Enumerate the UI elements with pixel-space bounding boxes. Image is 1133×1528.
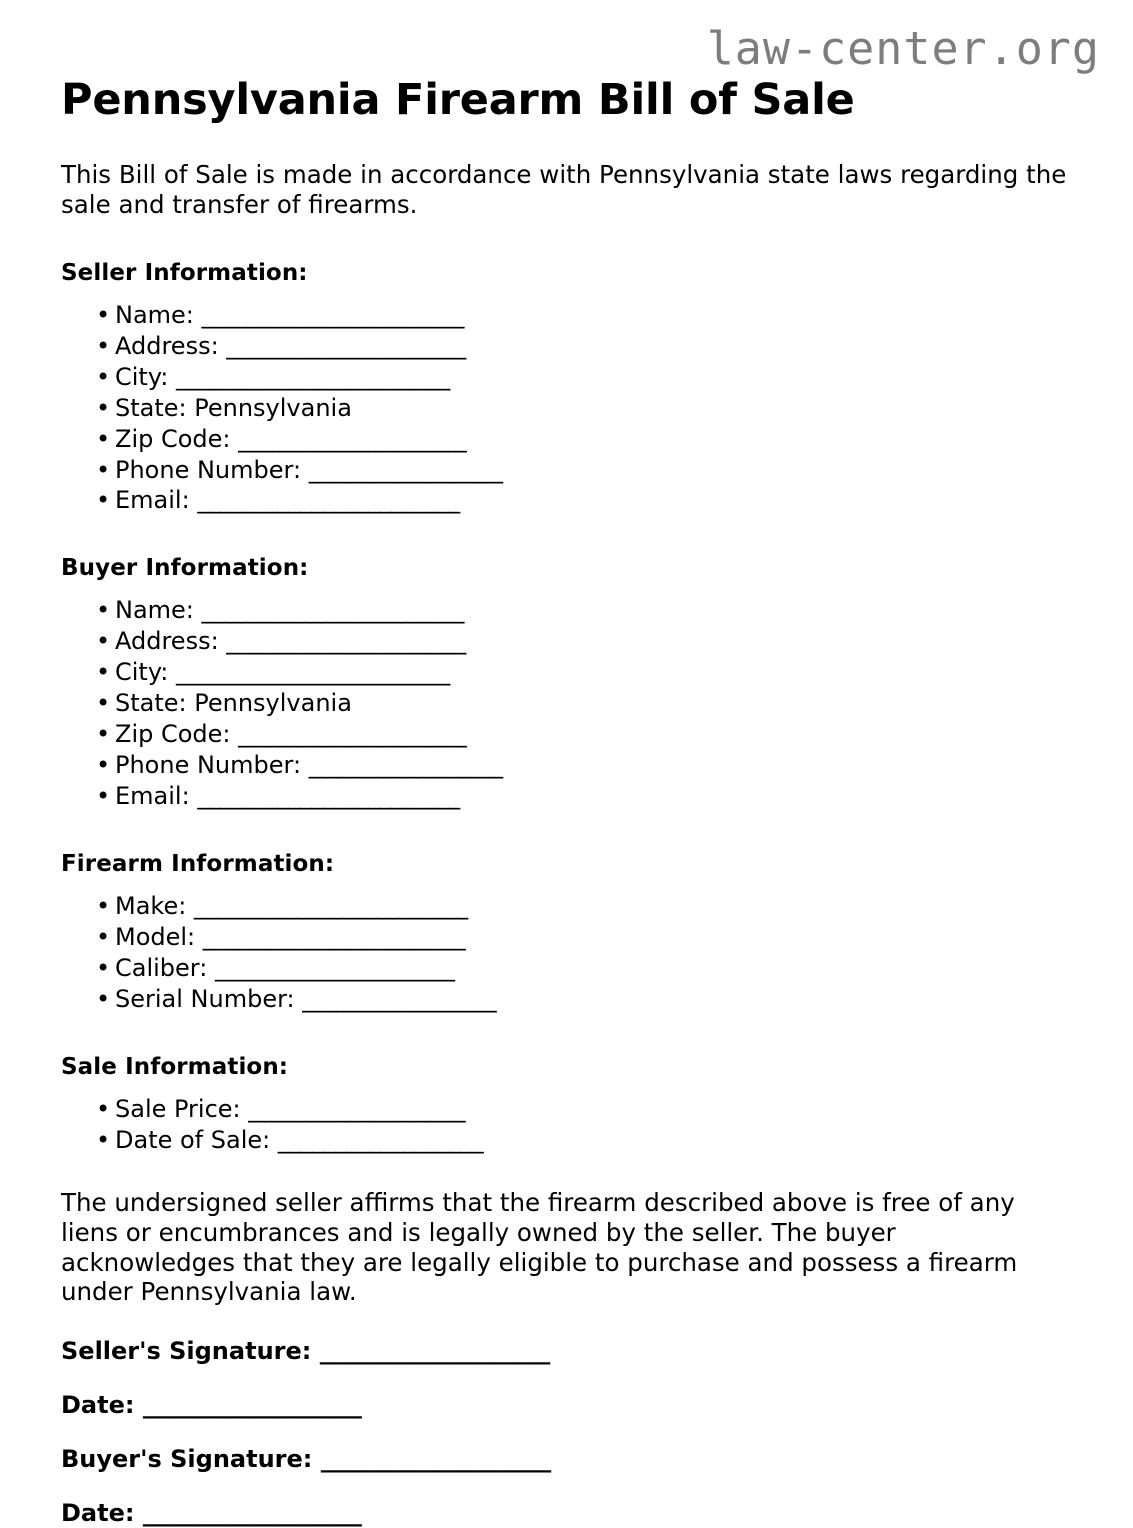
field-row bbox=[61, 393, 1071, 424]
field-row bbox=[61, 657, 1071, 688]
field-blank-line[interactable]: _________________ bbox=[308, 455, 503, 484]
field-blank-line[interactable]: ________________________ bbox=[193, 892, 468, 921]
site-watermark: law-center.org bbox=[706, 22, 1100, 75]
signature-blank-line[interactable]: ___________________ bbox=[142, 1498, 362, 1527]
signature-row bbox=[61, 1337, 1071, 1366]
field-label: Make: bbox=[115, 892, 194, 921]
signature-row bbox=[61, 1499, 1071, 1528]
field-label: Address: bbox=[115, 331, 227, 360]
field-row bbox=[61, 953, 1071, 984]
field-row bbox=[61, 485, 1071, 516]
signature-label: Date: bbox=[61, 1498, 143, 1527]
field-blank-line[interactable]: _______________________ bbox=[202, 923, 465, 952]
field-blank-line[interactable]: ________________________ bbox=[176, 658, 450, 687]
field-blank-line[interactable]: ____________________ bbox=[238, 424, 467, 453]
field-row bbox=[61, 424, 1071, 455]
field-row bbox=[61, 891, 1071, 922]
field-label: City: bbox=[115, 362, 177, 391]
field-value: Pennsylvania bbox=[194, 689, 352, 718]
field-row bbox=[61, 984, 1071, 1015]
field-label: Email: bbox=[115, 782, 198, 811]
field-row bbox=[61, 626, 1071, 657]
field-row bbox=[61, 781, 1071, 812]
field-blank-line[interactable]: _____________________ bbox=[214, 954, 455, 982]
field-row bbox=[61, 750, 1071, 781]
field-label: Caliber: bbox=[115, 954, 215, 982]
affirmation-paragraph: The undersigned seller affirms that the firearm described above is free of any liens or encumbrances and is legally owned by the seller. The buyer acknowledges that they are legally eligible to purchase and possess a firearm under Pennsylvania law. bbox=[61, 1187, 1018, 1307]
field-blank-line[interactable]: ________________________ bbox=[176, 362, 450, 391]
field-row bbox=[61, 719, 1071, 750]
field-blank-line[interactable]: _____________________ bbox=[226, 627, 466, 656]
page-title: Pennsylvania Firearm Bill of Sale bbox=[61, 75, 855, 125]
field-row bbox=[61, 300, 1071, 331]
field-label: Phone Number: bbox=[115, 455, 309, 484]
signature-label: Seller's Signature: bbox=[61, 1337, 320, 1366]
field-label: Serial Number: bbox=[115, 984, 303, 1013]
signature-blank-line[interactable]: ___________________ bbox=[142, 1391, 362, 1420]
field-label: Zip Code: bbox=[115, 720, 239, 749]
field-label: Address: bbox=[115, 627, 227, 656]
field-blank-line[interactable]: _______________________ bbox=[201, 596, 464, 625]
field-label: Zip Code: bbox=[115, 424, 239, 453]
field-label: Sale Price: bbox=[115, 1094, 249, 1123]
field-label: City: bbox=[115, 658, 177, 687]
buyer-field-list bbox=[61, 595, 1071, 812]
field-blank-line[interactable]: ___________________ bbox=[248, 1094, 465, 1123]
field-label: Name: bbox=[115, 300, 202, 329]
signature-block bbox=[61, 1337, 1071, 1527]
field-label: Model: bbox=[115, 923, 203, 952]
section-heading-seller: Seller Information: bbox=[61, 259, 308, 286]
field-blank-line[interactable]: _______________________ bbox=[197, 486, 460, 515]
field-row bbox=[61, 1125, 1071, 1156]
field-row bbox=[61, 1094, 1071, 1125]
field-row bbox=[61, 362, 1071, 393]
field-blank-line[interactable]: ____________________ bbox=[238, 720, 467, 749]
field-row bbox=[61, 455, 1071, 486]
signature-row bbox=[61, 1391, 1071, 1420]
field-label: Phone Number: bbox=[115, 751, 309, 780]
field-label: State: bbox=[115, 393, 195, 422]
field-row bbox=[61, 922, 1071, 953]
field-blank-line[interactable]: _________________ bbox=[302, 984, 497, 1013]
field-label: Date of Sale: bbox=[115, 1125, 278, 1154]
document-body bbox=[61, 160, 1071, 1528]
signature-label: Buyer's Signature: bbox=[61, 1444, 321, 1473]
field-row bbox=[61, 688, 1071, 719]
field-label: State: bbox=[115, 689, 195, 718]
field-label: Email: bbox=[115, 486, 198, 515]
field-blank-line[interactable]: _____________________ bbox=[226, 331, 466, 360]
signature-blank-line[interactable]: ____________________ bbox=[319, 1337, 550, 1366]
field-blank-line[interactable]: _________________ bbox=[308, 751, 503, 780]
section-heading-buyer: Buyer Information: bbox=[61, 555, 309, 582]
seller-field-list bbox=[61, 300, 1071, 517]
sale-field-list bbox=[61, 1094, 1071, 1156]
signature-blank-line[interactable]: ____________________ bbox=[320, 1444, 551, 1473]
signature-row bbox=[61, 1445, 1071, 1474]
field-value: Pennsylvania bbox=[194, 393, 352, 422]
signature-label: Date: bbox=[61, 1391, 143, 1420]
firearm-field-list bbox=[61, 891, 1071, 1015]
section-heading-sale: Sale Information: bbox=[61, 1053, 289, 1080]
field-row bbox=[61, 331, 1071, 362]
field-blank-line[interactable]: _______________________ bbox=[197, 782, 460, 811]
intro-paragraph: This Bill of Sale is made in accordance with Pennsylvania state laws regarding the sale and transfer of firearms. bbox=[61, 160, 1067, 219]
section-heading-firearm: Firearm Information: bbox=[61, 851, 335, 878]
field-row bbox=[61, 595, 1071, 626]
field-blank-line[interactable]: __________________ bbox=[277, 1125, 484, 1154]
field-label: Name: bbox=[115, 596, 202, 625]
field-blank-line[interactable]: _______________________ bbox=[201, 300, 464, 329]
